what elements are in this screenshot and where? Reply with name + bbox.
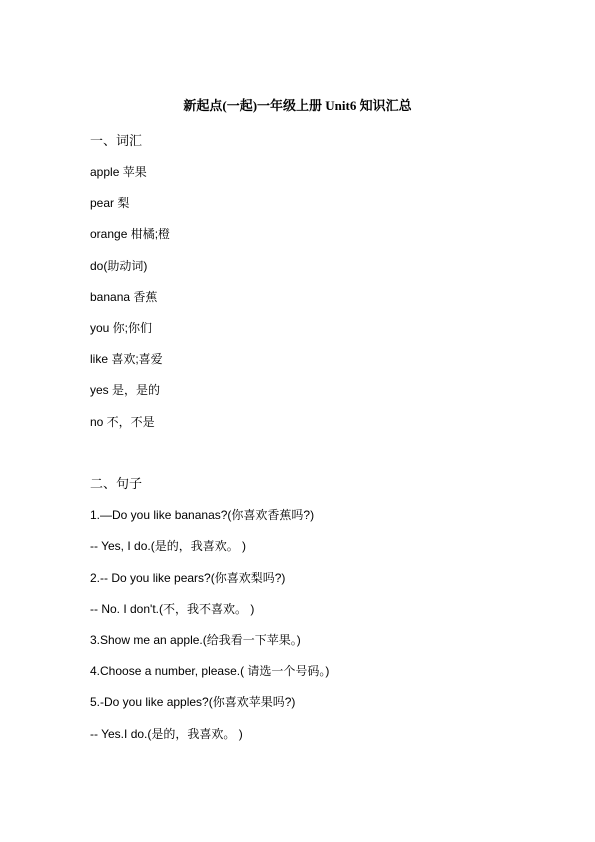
sentence-line: -- Yes.I do.(是的，我喜欢。 ): [90, 727, 243, 741]
vocab-item: banana 香蕉: [90, 290, 158, 304]
vocab-item: like 喜欢;喜爱: [90, 352, 163, 366]
vocab-item: no 不，不是: [90, 415, 155, 429]
vocab-item: yes 是，是的: [90, 383, 161, 397]
sentence-line: 3.Show me an apple.(给我看一下苹果。): [90, 633, 301, 647]
vocab-item: apple 苹果: [90, 165, 147, 179]
sentence-line: -- Yes, I do.(是的，我喜欢。 ): [90, 539, 247, 553]
sentence-line: 1.—Do you like bananas?(你喜欢香蕉吗?): [90, 508, 315, 522]
sentence-line: 2.-- Do you like pears?(你喜欢梨吗?): [90, 571, 286, 585]
vocab-item: do(助动词): [90, 259, 148, 273]
sentence-line: 4.Choose a number, please.( 请选一个号码。): [90, 664, 330, 678]
vocabulary-heading: 一、词汇: [90, 133, 143, 148]
vocab-item: you 你;你们: [90, 321, 153, 335]
vocab-item: pear 梨: [90, 196, 130, 210]
sentences-heading: 二、句子: [90, 476, 143, 491]
sentence-line: -- No. I don't.(不，我不喜欢。 ): [90, 602, 255, 616]
vocab-item: orange 柑橘;橙: [90, 227, 171, 241]
sentence-line: 5.-Do you like apples?(你喜欢苹果吗?): [90, 695, 296, 709]
page-title: 新起点(一起)一年级上册 Unit6 知识汇总: [183, 98, 412, 113]
